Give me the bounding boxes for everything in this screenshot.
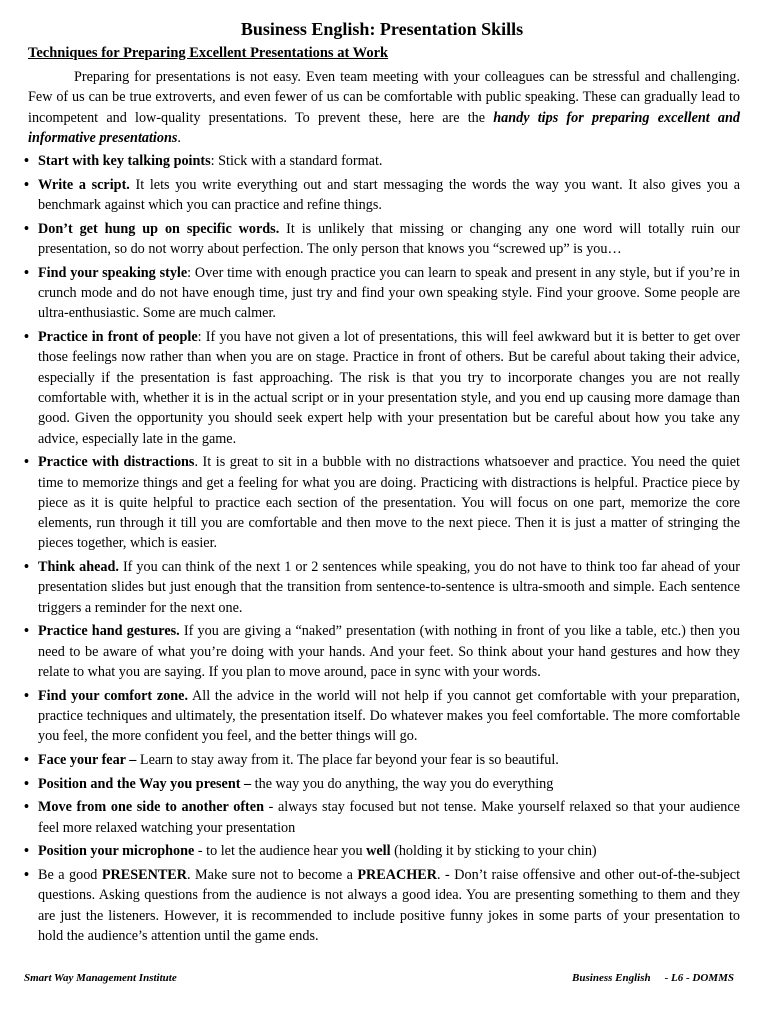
bullet-icon: • (24, 843, 29, 860)
tip-bold-word: well (366, 843, 391, 860)
tips-list (24, 151, 740, 946)
list-item (24, 774, 740, 794)
list-item (24, 151, 740, 171)
tip-text: - always stay focused but not tense. Make yourself relaxed so that your audience feel more relaxed watching your presentation (38, 799, 740, 836)
tip-text: If you are giving a “naked” presentation (with nothing in front of you like a table, etc.) then you need to be aware of what you’re doing with your hands. And your feet. So think about your hand gestures and how they relate to what you are saying. If you plan to move around, pace in sync with your words. (38, 623, 740, 681)
footer-course-info (572, 972, 734, 984)
bullet-icon: • (24, 867, 29, 884)
bullet-icon: • (24, 153, 29, 170)
list-item (24, 841, 740, 861)
tip-lead: Position and the Way you present – (38, 775, 252, 792)
tip-bold-presenter: PRESENTER (101, 867, 188, 884)
tip-pre: Be a good (38, 867, 102, 884)
intro-emphasis: handy tips for preparing excellent and informative presentations (28, 109, 740, 146)
footer-institute: Smart Way Management Institute (24, 972, 177, 984)
tip-lead: Write a script. (38, 176, 130, 193)
footer-code: - L6 - DOMMS (664, 972, 734, 984)
section-subtitle: Techniques for Preparing Excellent Presentations at Work (28, 45, 389, 61)
list-item (24, 452, 740, 553)
tip-lead: Face your fear – (38, 752, 137, 769)
tip-bold-preacher: PREACHER (357, 867, 438, 884)
bullet-icon: • (24, 264, 29, 281)
list-item (24, 175, 740, 216)
footer-course: Business English (572, 972, 651, 984)
bullet-icon: • (24, 775, 29, 792)
tip-text: : Stick with a standard format. (210, 153, 383, 170)
bullet-icon: • (24, 454, 29, 471)
document-title: Business English: Presentation Skills (240, 19, 524, 39)
intro-end: . (177, 129, 181, 146)
tip-text: - to let the audience hear you (194, 843, 367, 860)
bullet-icon: • (24, 623, 29, 640)
tip-lead: Start with key talking points (38, 153, 211, 170)
tip-text: It lets you write everything out and start messaging the words the way you want. It also gives you a benchmark against which you can practice and refine things. (38, 176, 740, 214)
bullet-icon: • (24, 799, 29, 816)
list-item (24, 621, 740, 682)
tip-mid: . Make sure not to become a (187, 867, 358, 884)
list-item (24, 797, 740, 838)
tip-lead: Think ahead. (38, 559, 119, 576)
list-item (24, 750, 740, 770)
tip-lead: Practice with distractions (38, 454, 195, 471)
tip-text-end: (holding it by sticking to your chin) (390, 843, 597, 860)
bullet-icon: • (24, 220, 29, 237)
intro-paragraph (28, 67, 740, 148)
tip-lead: Don’t get hung up on specific words. (38, 220, 280, 237)
bullet-icon: • (24, 559, 29, 576)
tip-text: . It is great to sit in a bubble with no distractions whatsoever and practice. You need the quiet time to memorize things and get a feeling for what you are doing. Practicing with distractions is helpful. Practice piece by piece as it is quite helpful to practice each section of the presentation. You will focus on one part, memorize the core elements, run through it till you are comfortable and then move to the next piece. Then it is just a matter of stringing the pieces together, which is easier. (38, 454, 741, 552)
list-item (24, 557, 740, 618)
list-item (24, 219, 740, 260)
tip-lead: Practice in front of people (38, 329, 198, 346)
tip-text: It is unlikely that missing or changing any one word will totally ruin our presentation, so do not worry about perfection. The only person that knows you “screwed up” is you… (38, 220, 740, 258)
bullet-icon: • (24, 176, 29, 193)
tip-text: : Over time with enough practice you can learn to speak and present in any style, but if you’re in crunch mode and do not have enough time, just try and find your own speaking style. Find your groove. Some people are ultra-enthusiastic. Some are much calmer. (38, 264, 740, 322)
tip-lead: Find your comfort zone. (38, 687, 189, 704)
list-item (24, 686, 740, 747)
tip-text: Learn to stay away from it. The place far beyond your fear is so beautiful. (136, 752, 559, 769)
bullet-icon: • (24, 752, 29, 769)
tip-text: : If you have not given a lot of presentations, this will feel awkward but it is better to get over those feelings now rather than when you are on stage. Practice in front of others. But be careful about taking their advice, especially if the presentation is fast approaching. The risk is that you try to incorporate changes you are not really comfortable with, whether it is in the actual script or in your presentation style, and you end up causing more damage than good. Given the opportunity you should seek expert help with your presentation but be careful about how you take any advice, especially late in the game. (38, 329, 741, 447)
list-item (24, 263, 740, 324)
tip-lead: Find your speaking style (38, 264, 188, 281)
tip-text: the way you do anything, the way you do everything (251, 775, 554, 792)
tip-lead: Move from one side to another often (38, 799, 264, 816)
tip-lead: Practice hand gestures. (38, 623, 180, 640)
list-item (24, 865, 740, 946)
page-footer (24, 972, 734, 984)
list-item (24, 327, 740, 449)
intro-text: Preparing for presentations is not easy. Even team meeting with your colleagues can be stressful and challenging. Few of us can be true extroverts, and even fewer of us can be comfortable with public speaking. These can gradually lead to incompetent and low-quality presentations. To prevent these, here are the (28, 69, 740, 126)
bullet-icon: • (24, 687, 29, 704)
tip-text: . - Don’t raise offensive and other out-of-the-subject questions. Asking questions from the audience is not always a good idea. You are presenting something to them and they are just the listeners. However, it is recommended to include positive funny jokes in some parts of your presentation to hold the audience’s attention until the game ends. (38, 867, 741, 944)
tip-text: All the advice in the world will not help if you cannot get comfortable with your preparation, practice techniques and ultimately, the presentation itself. Do whatever makes you feel comfortable. The more comfortable you feel, the more confident you feel, and the better things will go. (38, 687, 740, 745)
tip-lead: Position your microphone (38, 843, 195, 860)
bullet-icon: • (24, 329, 29, 346)
tip-text: If you can think of the next 1 or 2 sentences while speaking, you do not have to think too far ahead of your presentation slides but just enough that the transition from sentence-to-sentence is ultra-smooth and simple. Each sentence triggers a reminder for the next one. (38, 559, 740, 616)
